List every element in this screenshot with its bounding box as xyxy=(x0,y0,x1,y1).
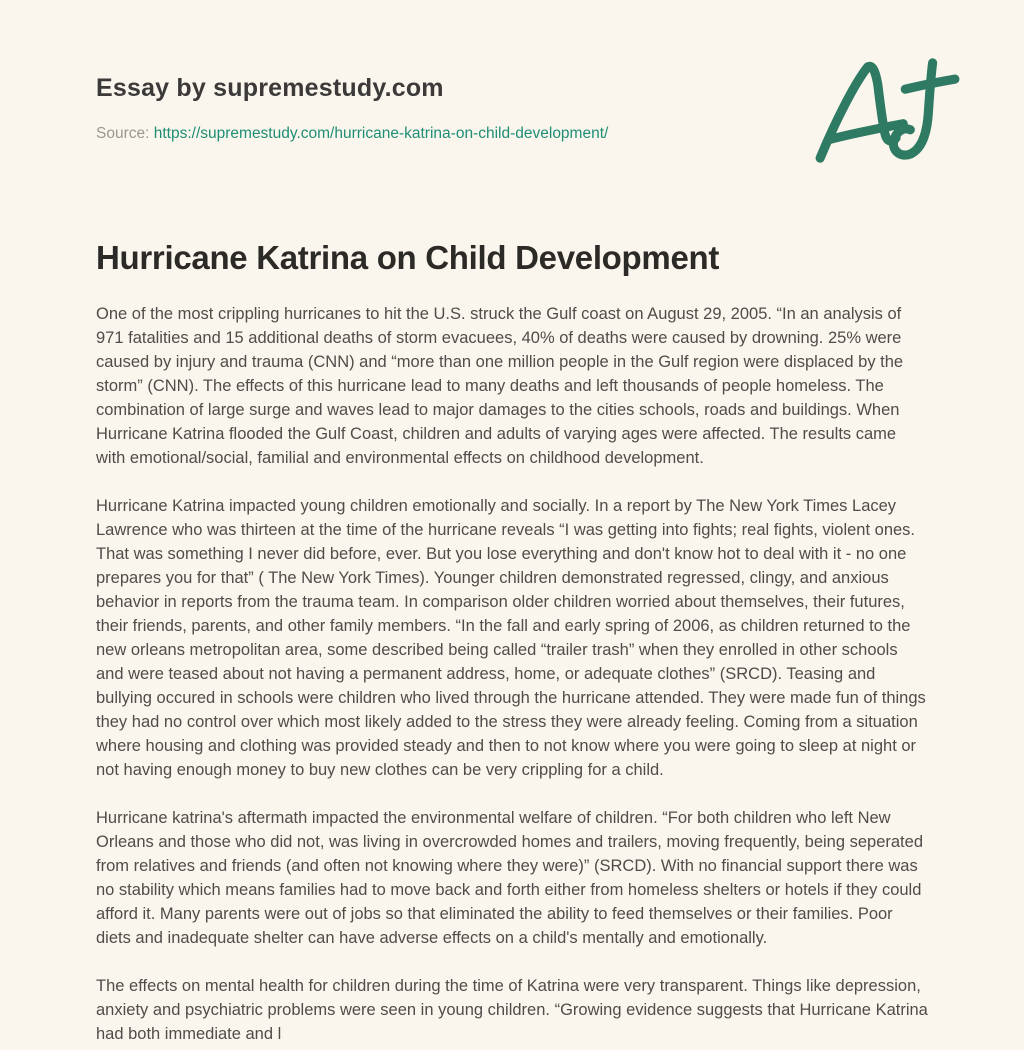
page-title: Hurricane Katrina on Child Development xyxy=(96,239,720,276)
source-link[interactable]: https://supremestudy.com/hurricane-katrina-on-child-development/ xyxy=(153,125,609,142)
source-line xyxy=(96,125,928,143)
byline: Essay by supremestudy.com xyxy=(96,74,444,102)
essay-paragraph-1: One of the most crippling hurricanes to hit the U.S. struck the Gulf coast on August 29, 2005. “In an analysis of 971 fatalities and 15 additional deaths of storm evacuees, 40% of deaths were caused by drowning. 25% were caused by injury and trauma (CNN) and “more than one million people in the Gulf region were displaced by the storm” (CNN). The effects of this hurricane lead to many deaths and left thousands of people homeless. The combination of large surge and waves lead to major damages to the cities schools, roads and buildings. When Hurricane Katrina flooded the Gulf Coast, children and adults of varying ages were affected. The results came with emotional/social, familial and environmental effects on childhood development. xyxy=(96,305,904,467)
a-plus-logo-icon xyxy=(810,52,962,170)
essay-paragraph-2: Hurricane Katrina impacted young children emotionally and socially. In a report by The New York Times Lacey Lawrence who was thirteen at the time of the hurricane reveals “I was getting into fights; real fights, violent ones. That was something I never did before, ever. But you lose everything and don't know hot to deal with it - no one prepares you for that” ( The New York Times). Younger children demonstrated regressed, clingy, and anxious behavior in reports from the trauma team. In comparison older children worried about themselves, their futures, their friends, parents, and other family members. “In the fall and early spring of 2006, as children returned to the new orleans metropolitan area, some described being called “trailer trash” when they enrolled in other schools and were teased about not having a permanent address, home, or adequate clothes” (SRCD). Teasing and bullying occured in schools were children who lived through the hurricane attended. They were made fun of things they had no control over which most likely added to the stress they were already feeling. Coming from a situation where housing and clothing was provided steady and then to not know where you were going to sleep at night or not having enough money to buy new clothes can be very crippling for a child. xyxy=(96,497,926,779)
essay-paragraph-4: The effects on mental health for children during the time of Katrina were very transparent. Things like depression, anxiety and psychiatric problems were seen in young children. “Growing evidence suggests that Hurricane Katrina had both immediate and l xyxy=(96,977,928,1043)
source-label: Source: xyxy=(96,125,150,142)
page-header xyxy=(96,0,928,143)
essay-body xyxy=(96,302,928,1046)
essay-paragraph-3: Hurricane katrina's aftermath impacted the environmental welfare of children. “For both children who left New Orleans and those who did not, was living in overcrowded homes and trailers, moving frequently, being seperated from relatives and friends (and often not knowing where they were)” (SRCD). With no financial support there was no stability which means families had to move back and forth either from homeless shelters or hotels if they could afford it. Many parents were out of jobs so that eliminated the ability to feed themselves or their families. Poor diets and inadequate shelter can have adverse effects on a child's mentally and emotionally. xyxy=(96,809,923,947)
